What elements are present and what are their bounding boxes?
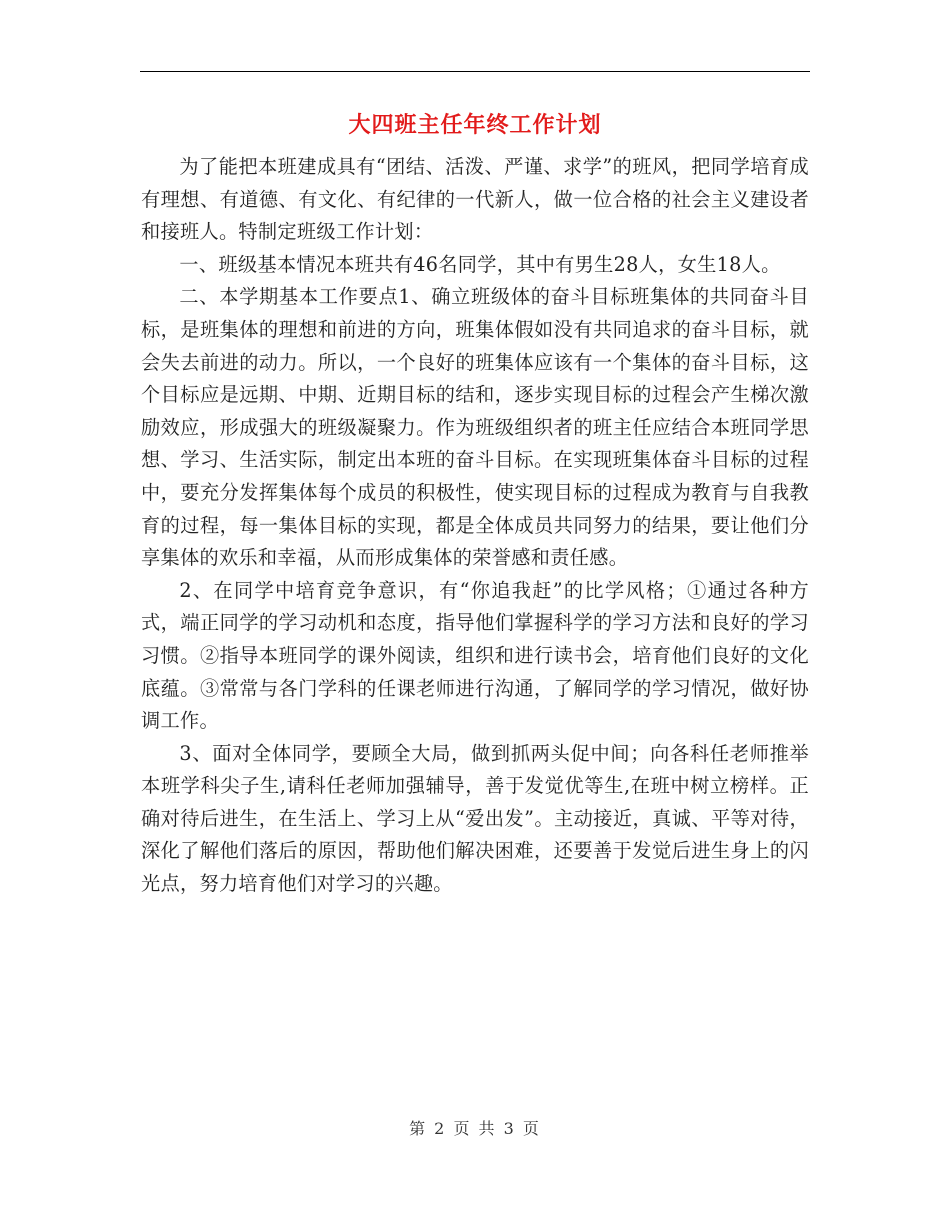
paragraph-all-students: 3、面对全体同学，要顾全大局，做到抓两头促中间；向各科任老师推举本班学科尖子生,请科任老师加强辅导，善于发觉优等生,在班中树立榜样。正确对待后进生，在生活上、学习上从“爱出发”。主动接近，真诚、平等对待，深化了解他们落后的原因，帮助他们解决困难，还要善于发觉后进生身上的闪光点，努力培育他们对学习的兴趣。 bbox=[141, 741, 809, 896]
paragraph-competition: 2、在同学中培育竞争意识，有“你追我赶”的比学风格；①通过各种方式，端正同学的学习动机和态度，指导他们掌握科学的学习方法和良好的学习习惯。②指导本班同学的课外阅读，组织和进行读书会，培育他们良好的文化底蕴。③常常与各门学科的任课老师进行沟通，了解同学的学习情况，做好协调工作。 bbox=[141, 578, 809, 733]
paragraph-goals: 二、本学期基本工作要点1、确立班级体的奋斗目标班集体的共同奋斗目标，是班集体的理想和前进的方向，班集体假如没有共同追求的奋斗目标，就会失去前进的动力。所以，一个良好的班集体应该有一个集体的奋斗目标，这个目标应是远期、中期、近期目标的结和，逐步实现目标的过程会产生梯次激励效应，形成强大的班级凝聚力。作为班级组织者的班主任应结合本班同学思想、学习、生活实际，制定出本班的奋斗目标。在实现班集体奋斗目标的过程中，要充分发挥集体每个成员的积极性，使实现目标的过程成为教育与自我教育的过程，每一集体目标的实现，都是全体成员共同努力的结果，要让他们分享集体的欢乐和幸福，从而形成集体的荣誉感和责任感。 bbox=[141, 285, 809, 570]
paragraph-class-info: 一、班级基本情况本班共有46名同学，其中有男生28人，女生18人。 bbox=[179, 252, 781, 276]
page-number: 第 2 页 共 3 页 bbox=[409, 1119, 541, 1138]
header-rule bbox=[140, 71, 810, 72]
paragraph-intro: 为了能把本班建成具有“团结、活泼、严谨、求学”的班风，把同学培育成有理想、有道德、有文化、有纪律的一代新人，做一位合格的社会主义建设者和接班人。特制定班级工作计划： bbox=[141, 155, 809, 244]
document-body bbox=[141, 151, 809, 901]
document-title: 大四班主任年终工作计划 bbox=[348, 113, 602, 138]
